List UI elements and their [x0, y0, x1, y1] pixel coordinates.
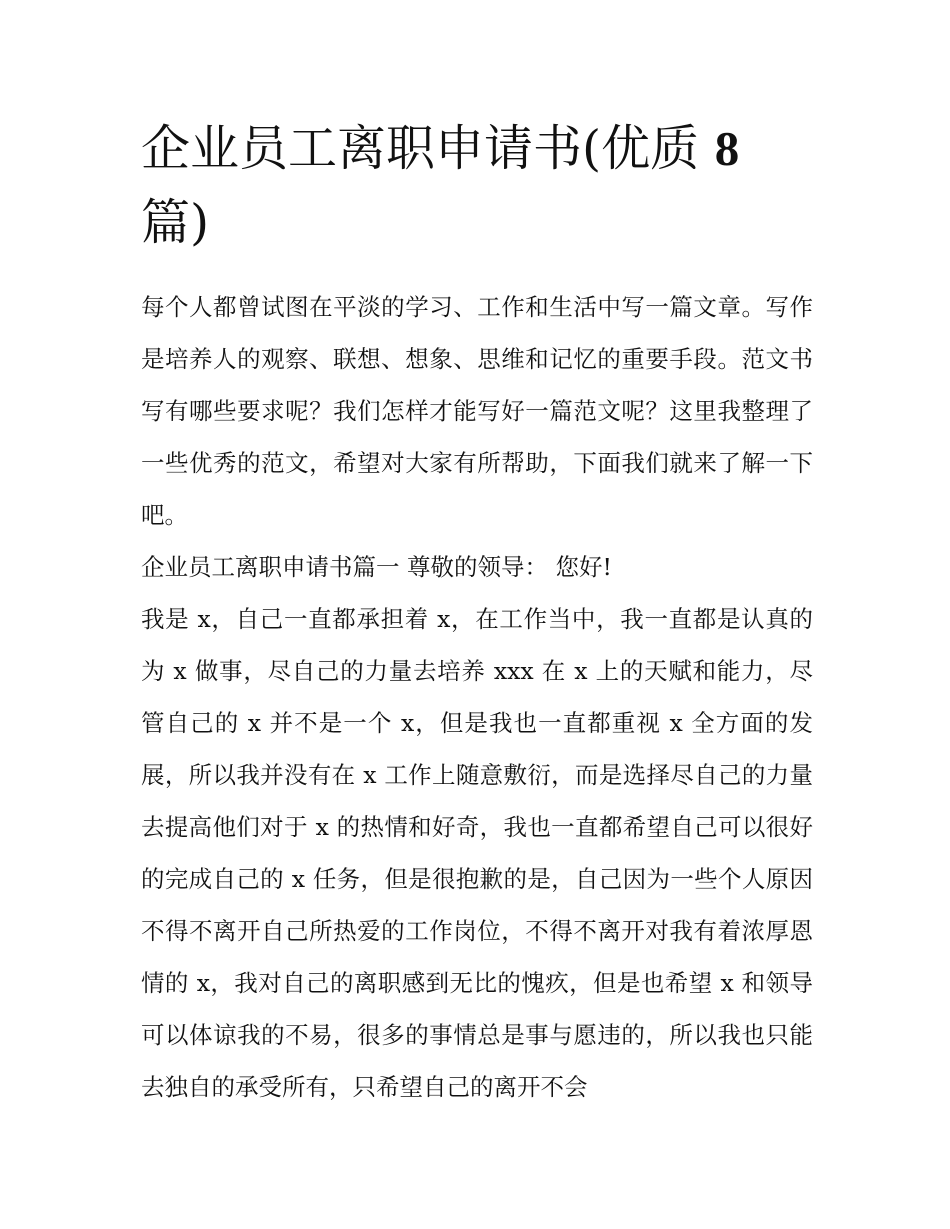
letter-body-paragraph: 我是 x，自己一直都承担着 x，在工作当中，我一直都是认真的为 x 做事，尽自己的力量去培养 xxx 在 x 上的天赋和能力，尽管自己的 x 并不是一个 x，但是我也一直都重视 x 全方面的发展，所以我并没有在 x 工作上随意敷衍，而是选择尽自己的力量去提高他们对于 x 的热情和好奇，我也一直都希望自己可以很好的完成自己的 x 任务，但是很抱歉的是，自己因为一些个人原因不得不离开自己所热爱的工作岗位，不得不离开对我有着浓厚恩情的 x，我对自己的离职感到无比的愧疚，但是也希望 x 和领导可以体谅我的不易，很多的事情总是事与愿违的，所以我也只能去独自的承受所有，只希望自己的离开不会	[141, 605, 813, 1101]
document-body	[141, 281, 813, 1113]
intro-paragraph: 每个人都曾试图在平淡的学习、工作和生活中写一篇文章。写作是培养人的观察、联想、想象、思维和记忆的重要手段。范文书写有哪些要求呢？我们怎样才能写好一篇范文呢？这里我整理了一些优秀的范文，希望对大家有所帮助，下面我们就来了解一下吧。	[141, 293, 813, 529]
title-text-part1: 企业员工离职申请书(优质	[141, 120, 715, 177]
title-number: 8	[714, 121, 740, 176]
document-title	[141, 112, 813, 260]
letter-heading-paragraph: 企业员工离职申请书篇一 尊敬的领导： 您好!	[141, 553, 612, 581]
title-text-part2: 篇)	[141, 194, 210, 251]
document-content	[141, 112, 813, 1113]
